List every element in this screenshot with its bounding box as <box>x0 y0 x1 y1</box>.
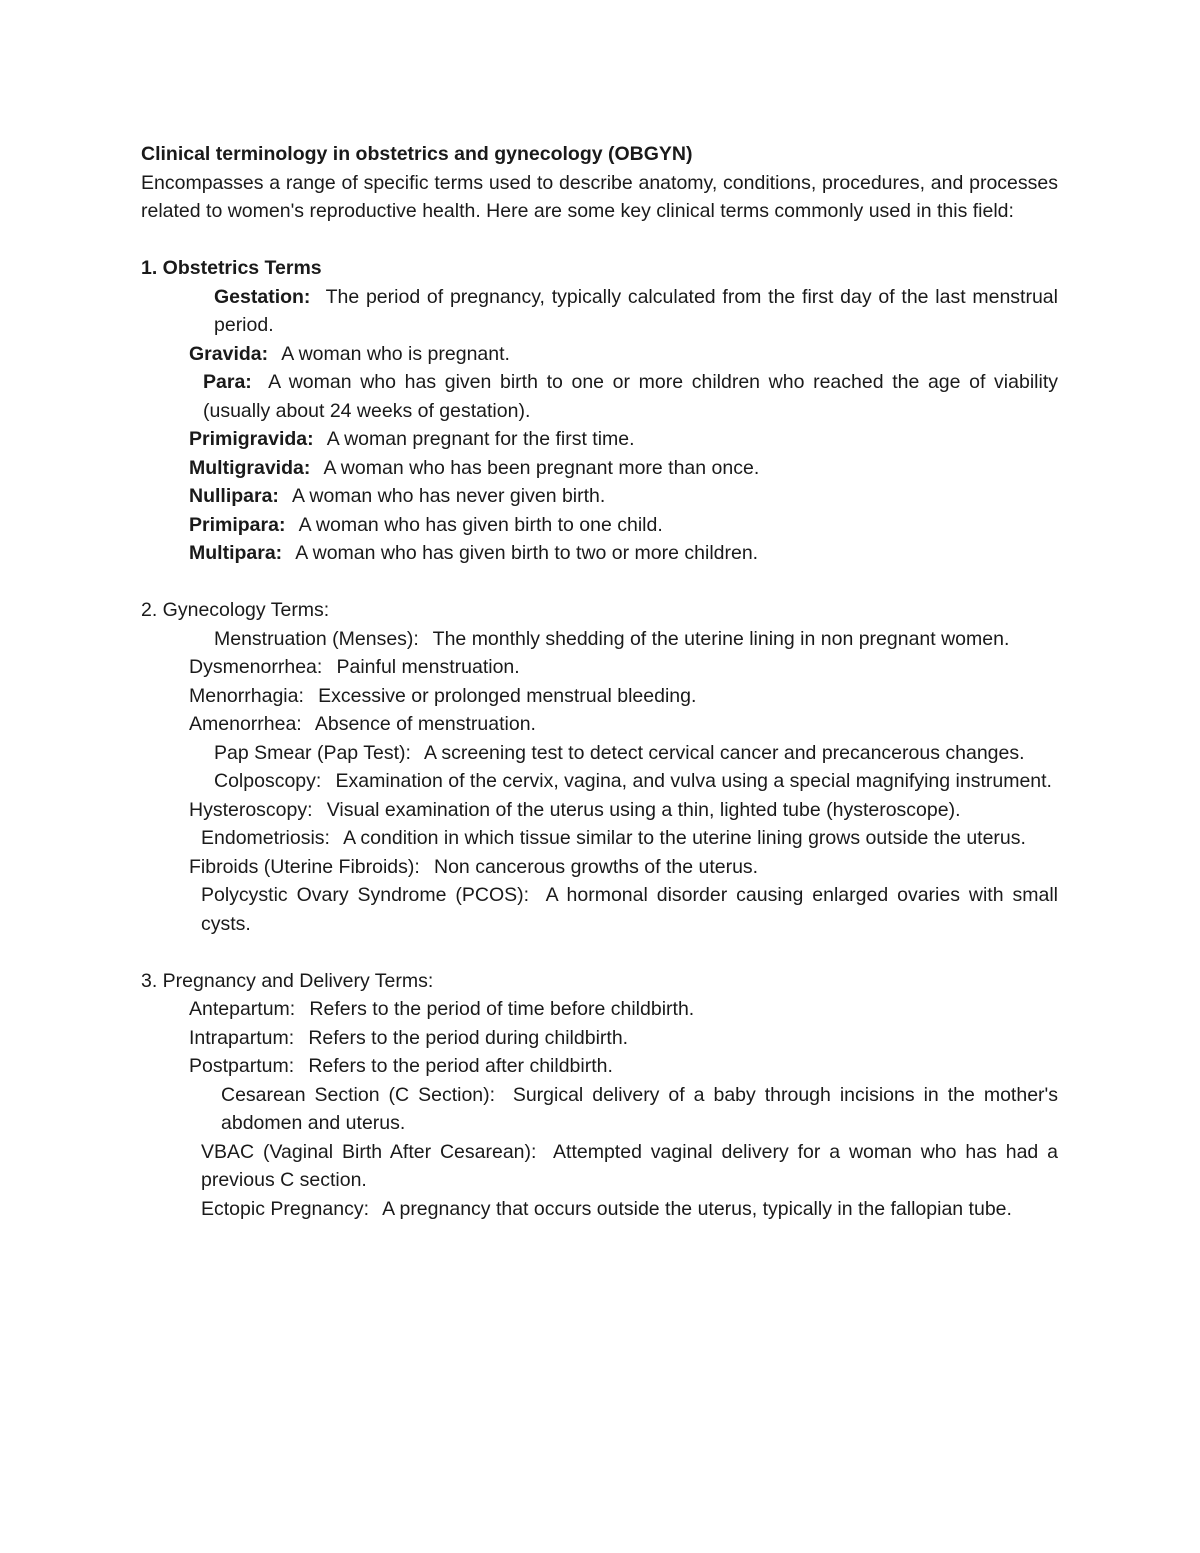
term-definition: Absence of menstruation. <box>314 713 536 735</box>
term-postpartum <box>141 1052 1058 1081</box>
term-cesarean-section <box>141 1081 1058 1138</box>
term-label: Amenorrhea: <box>189 713 302 735</box>
term-definition: Examination of the cervix, vagina, and vulva using a special magnifying instrument. <box>335 770 1052 792</box>
term-endometriosis <box>141 824 1058 853</box>
term-definition: A woman who is pregnant. <box>281 342 510 365</box>
term-hysteroscopy <box>141 796 1058 825</box>
term-definition: Attempted vaginal delivery for a woman who has had a previous C section. <box>201 1140 1059 1191</box>
term-definition: The period of pregnancy, typically calculated from the first day of the last menstrual period. <box>214 285 1058 336</box>
term-menstruation <box>141 625 1058 654</box>
term-definition: The monthly shedding of the uterine lining in non pregnant women. <box>432 627 1010 650</box>
term-label: Nullipara: <box>189 485 279 507</box>
term-definition: Painful menstruation. <box>336 656 520 678</box>
term-label: Hysteroscopy: <box>189 798 313 821</box>
term-label: Ectopic Pregnancy: <box>201 1197 370 1220</box>
term-definition: A woman who has been pregnant more than once. <box>323 456 760 479</box>
term-fibroids <box>141 853 1058 882</box>
term-label: Postpartum: <box>189 1055 295 1077</box>
term-multigravida <box>141 454 1058 483</box>
term-label: Endometriosis: <box>201 827 330 849</box>
document-page <box>141 140 1058 1223</box>
term-definition: Refers to the period of time before childbirth. <box>309 998 695 1020</box>
term-dysmenorrhea <box>141 653 1058 682</box>
term-label: Para: <box>203 371 252 393</box>
term-pcos <box>141 881 1058 938</box>
spacer <box>141 568 1058 597</box>
section-heading-obstetrics: 1. Obstetrics Terms <box>141 257 322 279</box>
term-definition: A woman who has given birth to two or more children. <box>295 542 759 564</box>
term-label: Multigravida: <box>189 456 311 479</box>
term-pap-smear <box>141 739 1058 768</box>
term-colposcopy <box>141 767 1058 796</box>
term-definition: Surgical delivery of a baby through incisions in the mother's abdomen and uterus. <box>221 1083 1059 1134</box>
section-heading-gynecology: 2. Gynecology Terms: <box>141 599 330 621</box>
term-nullipara <box>141 482 1058 511</box>
intro-paragraph: Encompasses a range of specific terms used to describe anatomy, conditions, procedures, and processes related to women's reproductive health. Here are some key clinical terms commonly used in this field: <box>141 171 1058 222</box>
term-primigravida <box>141 425 1058 454</box>
term-gravida <box>141 340 1058 369</box>
term-definition: A woman who has given birth to one or more children who reached the age of viability (usually about 24 weeks of gestation). <box>203 371 1058 422</box>
term-label: Menorrhagia: <box>189 684 304 707</box>
term-label: Primigravida: <box>189 428 314 450</box>
term-gestation <box>141 283 1058 340</box>
term-definition: A condition in which tissue similar to the uterine lining grows outside the uterus. <box>343 827 1026 849</box>
term-definition: Refers to the period during childbirth. <box>308 1026 629 1049</box>
term-label: Multipara: <box>189 542 283 564</box>
term-label: VBAC (Vaginal Birth After Cesarean): <box>201 1140 537 1163</box>
document-title: Clinical terminology in obstetrics and gynecology (OBGYN) <box>141 143 693 165</box>
term-primipara <box>141 511 1058 540</box>
term-definition: A woman pregnant for the first time. <box>326 428 635 450</box>
term-label: Dysmenorrhea: <box>189 656 323 678</box>
term-label: Cesarean Section (C Section): <box>221 1083 496 1106</box>
term-definition: Refers to the period after childbirth. <box>308 1055 613 1077</box>
term-para <box>141 368 1058 425</box>
term-ectopic-pregnancy <box>141 1195 1058 1224</box>
spacer <box>141 938 1058 967</box>
term-definition: A pregnancy that occurs outside the uterus, typically in the fallopian tube. <box>382 1197 1012 1220</box>
term-definition: Visual examination of the uterus using a thin, lighted tube (hysteroscope). <box>326 798 961 821</box>
term-label: Fibroids (Uterine Fibroids): <box>189 855 420 878</box>
term-vbac <box>141 1138 1058 1195</box>
term-amenorrhea <box>141 710 1058 739</box>
term-definition: A woman who has given birth to one child. <box>298 513 663 536</box>
term-label: Gestation: <box>214 285 311 308</box>
term-multipara <box>141 539 1058 568</box>
term-menorrhagia <box>141 682 1058 711</box>
term-definition: A screening test to detect cervical cancer and precancerous changes. <box>424 741 1025 764</box>
term-definition: A hormonal disorder causing enlarged ovaries with small cysts. <box>201 884 1059 935</box>
term-definition: Excessive or prolonged menstrual bleeding. <box>318 684 697 707</box>
spacer <box>141 226 1058 255</box>
term-label: Colposcopy: <box>214 770 322 792</box>
term-label: Primipara: <box>189 513 286 536</box>
term-intrapartum <box>141 1024 1058 1053</box>
term-label: Gravida: <box>189 342 269 365</box>
section-heading-pregnancy-delivery: 3. Pregnancy and Delivery Terms: <box>141 969 434 992</box>
term-definition: A woman who has never given birth. <box>292 485 606 507</box>
term-label: Pap Smear (Pap Test): <box>214 741 411 764</box>
term-antepartum <box>141 995 1058 1024</box>
term-label: Polycystic Ovary Syndrome (PCOS): <box>201 884 530 906</box>
term-label: Menstruation (Menses): <box>214 627 419 650</box>
term-label: Intrapartum: <box>189 1026 295 1049</box>
term-definition: Non cancerous growths of the uterus. <box>434 855 759 878</box>
term-label: Antepartum: <box>189 998 296 1020</box>
